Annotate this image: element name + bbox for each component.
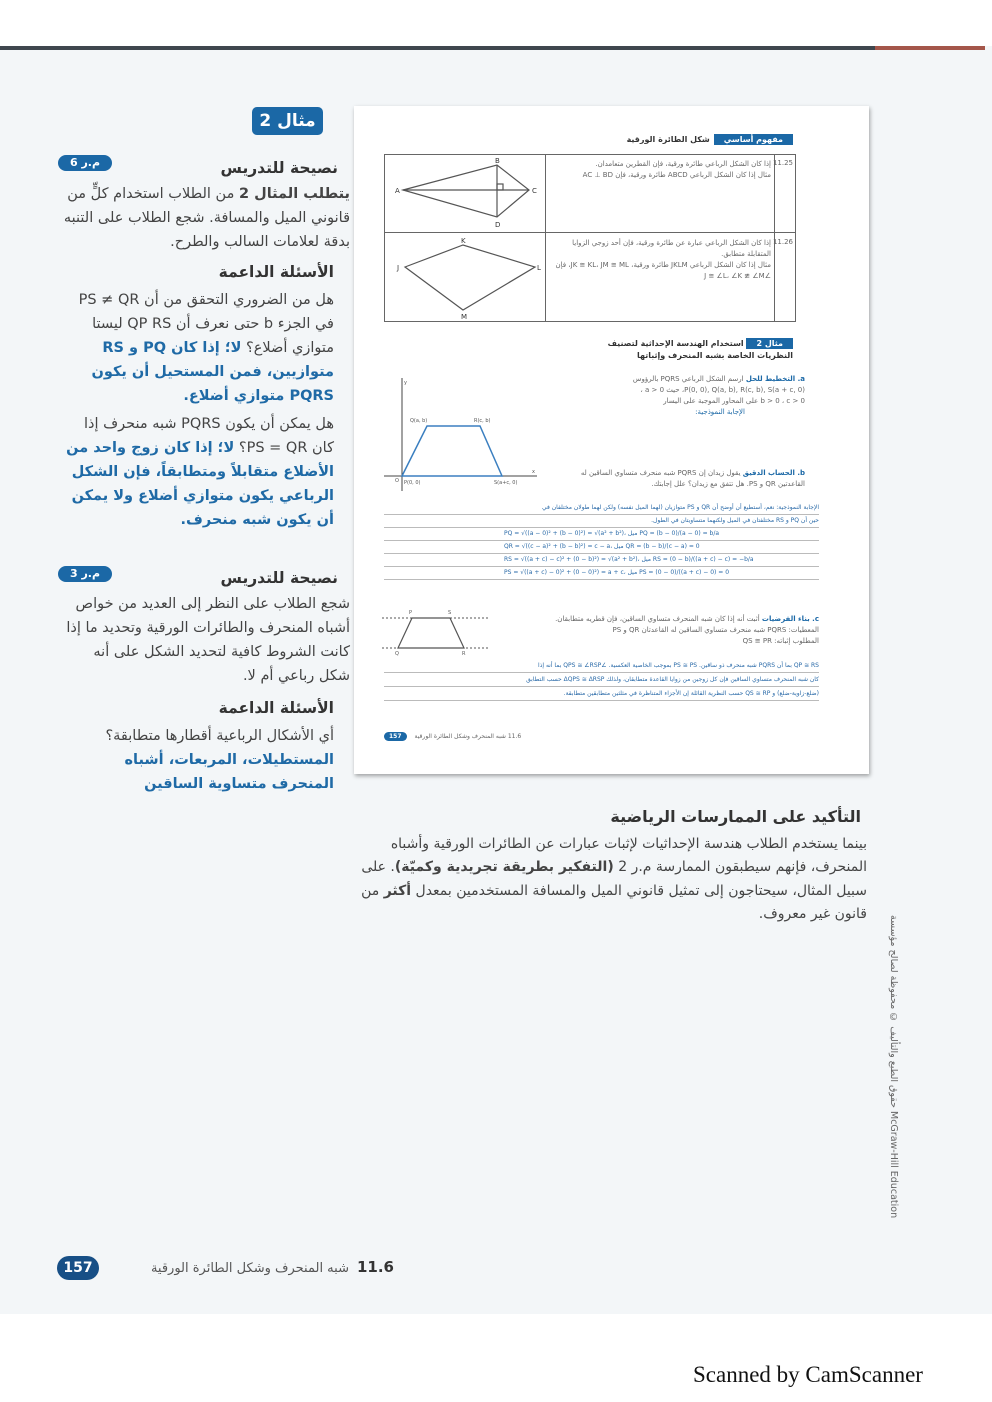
axis-label: x (532, 469, 535, 475)
part-b (555, 468, 805, 490)
lesson-footer (112, 1258, 394, 1276)
trapezoid-diagram (382, 606, 492, 656)
top-divider-accent (875, 46, 985, 50)
trapezoid-pqrs (402, 426, 502, 476)
answer: لا؛ إذا كان PQ و RS متوازيين، فمن المستحيل أن يكون PQRS متوازي أضلاع. (91, 340, 334, 404)
student-page-thumbnail (354, 106, 869, 774)
vertex-label: P (409, 610, 413, 616)
question: هل يمكن أن يكون PQRS شبه منحرف إذا كان PS = QR؟ (83, 416, 334, 456)
part-a (555, 374, 805, 418)
answer-line: (ضلع-زاوية-ضلع) و QS ≅ RP حسب النظرية القائلة إن الأجزاء المتناظرة في مثلثين متطابقين متطابقة. (384, 687, 819, 701)
part-label: b. الحساب الدقيق (742, 469, 805, 477)
theorem-number: 11.25 (772, 159, 793, 167)
vertex-label: C (532, 187, 537, 195)
example-subtitle: النظريات الخاصة بشبه المنحرف وإثباتها (636, 351, 793, 360)
practices-text: بينما يستخدم الطلاب هندسة الإحداثيات لإثبات عبارات عن الطائرات الورقية وأشباه المنحرف، فإنهم سيطبقون الممارسة م.ر 2 (390, 835, 867, 875)
lesson-title: 11.6 شبه المنحرف وشكل الطائرة الورقية (414, 733, 522, 740)
answer: المستطيلات، المربعات، أشباه المنحرف متساوية الساقين (124, 752, 334, 792)
theorem-example: مثال إذا كان الشكل الرباعي ABCD طائرة ورقية، فإن AC ⊥ BD (582, 171, 771, 179)
part-b-answer (384, 502, 819, 580)
equation: PS = √((a + c) − 0)² + (0 − 0)²) = a + c، ميل PS = (0 − 0)/((a + c) − 0) = 0 (384, 567, 819, 580)
tip-body: شجع الطلاب على النظر إلى العديد من خواص أشباه المنحرف والطائرات الورقية وتحديد ما إذا كانت الشروط كافية لتحديد الشكل على أنه شكل رباعي أم لا. (66, 596, 350, 684)
answer: لا؛ إذا كان زوج واحد من الأضلاع متقابلاً ومتطابقاً، فإن الشكل الرباعي يكون متوازي أضلاع ولا يمكن أن يكون شبه منحرف. (66, 440, 334, 528)
camscanner-watermark: Scanned by CamScanner (693, 1362, 923, 1387)
thumbnail-footer (384, 732, 521, 741)
axis-label: y (404, 380, 407, 386)
answer-line: الإجابة النموذجية: نعم، أستطيع أن أوضح أن QR و PS متوازيان (لهما الميل نفسه) ولكن لهما طولان مختلفان في (384, 502, 819, 515)
question: هل من الضروري التحقق من أن PS ≠ QR في الجزء b حتى نعرف أن QP RS ليستا متوازي أضلاع؟ (78, 292, 334, 356)
theorem-1 (551, 159, 771, 181)
practices-title: التأكيد على الممارسات الرياضية (610, 807, 861, 826)
equation: RS = √((a + c) − c)² + (0 − b)²) = √(a² + b²)، ميل RS = (0 − b)/((a + c) − c) = −b/a (384, 554, 819, 567)
concept-header (627, 134, 793, 145)
example-header (608, 338, 793, 362)
vertex-label: A (395, 187, 400, 195)
vertex-label: K (461, 237, 466, 245)
vertex-label: J (397, 264, 400, 272)
theorem-example: مثال إذا كان الشكل الرباعي JKLM طائرة ورقية، JK ≅ KL، JM ≅ ML، فإن ∠J ≅ ∠L، ∠K ≇ ∠M (555, 261, 771, 280)
equation: PQ = √((a − 0)² + (b − 0)²) = √(a² + b²)، ميل PQ = (b − 0)/(a − 0) = b/a (384, 528, 819, 541)
practices-text: . على سبيل المثال، سيحتاجون إلى تمثيل قانوني الميل والمسافة المستخدمين بمعدل (361, 859, 867, 899)
tip-title: نصيحة للتدريس (220, 159, 338, 177)
point-label: R(c, b) (474, 418, 491, 424)
support-title: الأسئلة الداعمة (218, 699, 334, 717)
equation: QR = √((c − a)² + (b − b)²) = c − a، ميل QR = (b − b)/(c − a) = 0 (384, 541, 819, 554)
coordinate-graph (382, 376, 542, 496)
teaching-tip-2 (58, 566, 350, 796)
theorem-text: إذا كان الشكل الرباعي عبارة عن طائرة ورقية، فإن أحد زوجي الزوايا المتقابلة متطابق. (572, 239, 771, 258)
vertex-label: D (495, 221, 501, 229)
answer-line: حين أن PQ و RS مختلفتان في الميل ولكنهما متساويتان في الطول. (384, 515, 819, 528)
answer-line: كان شبه المنحرف متساوي الساقين فإن كل زوجين من زوايا القاعدة متطابقان، ولذلك ΔQPS ≅ ΔRSP حسب التطابق (384, 673, 819, 687)
lesson-number: 11.6 (356, 1258, 394, 1276)
practices-emphasis: أكثر (383, 882, 412, 899)
origin-label: O (395, 478, 399, 484)
vertex-label: L (537, 264, 541, 272)
vertex-label: R (462, 651, 466, 656)
part-text: ارسم الشكل الرباعي PQRS بالرؤوس (632, 375, 744, 383)
part-text: يقول زيدان إن PQRS شبه منحرف متساوي الساقين له القاعدتين QR و PS. هل تتفق مع زيدان؟ علل إجابتك. (580, 469, 805, 488)
theorem-2 (551, 238, 771, 282)
practices-emphasis: (التفكير بطريقة تجريدية وكميّة) (394, 859, 614, 875)
part-label: c. بناء الفرضيات (761, 615, 819, 623)
part-label: a. التخطيط للحل (745, 375, 805, 383)
tip-lead: يتطلب المثال 2 (238, 186, 350, 202)
part-text: أثبت أنه إذا كان شبه المنحرف متساوي الساقين، فإن قطريه متطابقان. (555, 615, 760, 623)
copyright-credit: حقوق الطبع والتأليف © محفوظة لصالح مؤسسة McGraw-Hill Education (888, 915, 899, 1219)
prove: المطلوب إثباته: QS ≅ PR (742, 637, 819, 645)
concept-title: شكل الطائرة الورقية (626, 135, 710, 144)
part-c-answer (384, 659, 819, 701)
support-title: الأسئلة الداعمة (218, 263, 334, 281)
vertex-label: Q (395, 651, 399, 656)
coordinates: P(0, 0), Q(a, b), R(c, b), S(a + c, 0)، حيث a > 0 ، (640, 386, 805, 394)
vertex-label: M (461, 313, 468, 321)
conditions: b > 0 ، c > 0 على المحاور الموجبة على اليسار (663, 397, 805, 405)
answer-line: QP ≅ RS بما أن PQRS شبه منحرف ذو ساقين. PS ≅ PS بموجب الخاصية العكسية. ∠QPS ≅ ∠RSP بما أنه إذا (384, 659, 819, 673)
point-label: S(a+c, 0) (494, 480, 518, 486)
part-c (519, 614, 819, 647)
tip-body: من الطلاب استخدام كلٍّ من قانوني الميل والمسافة. شجع الطلاب على التنبه بدقة لعلامات السالب والطرح. (63, 186, 350, 250)
practice-badge: م.ر 3 (58, 566, 112, 582)
question: أي الأشكال الرباعية أقطارها متطابقة؟ (105, 728, 334, 744)
theorem-number: 11.26 (772, 238, 793, 246)
concept-badge: مفهوم أساسي (714, 134, 793, 145)
page-number: 157 (384, 732, 407, 741)
given: المعطيات: PQRS شبه منحرف متساوي الساقين له القاعدتان QR و PS (612, 626, 819, 634)
example-title: استخدام الهندسة الإحداثية لتصنيف (607, 339, 744, 348)
practices-text: من قانون غير معروف. (361, 882, 867, 922)
page-number-badge: 157 (57, 1256, 99, 1280)
top-divider (0, 46, 875, 50)
vertex-label: S (448, 610, 452, 616)
lesson-title: شبه المنحرف وشكل الطائرة الورقية (150, 1261, 349, 1276)
kite-diagrams (385, 155, 545, 323)
model-answer: الإجابة النموذجية: (695, 408, 745, 416)
practice-badge: م.ر 6 (58, 155, 112, 171)
vertex-label: B (495, 157, 500, 165)
example-badge-small: مثال 2 (746, 338, 793, 349)
teaching-tip-1 (58, 156, 350, 532)
point-label: Q(a, b) (410, 418, 428, 424)
math-practices (347, 805, 867, 927)
example-badge: مثال 2 (252, 107, 323, 135)
theorem-table (384, 154, 796, 322)
theorem-text: إذا كان الشكل الرباعي طائرة ورقية، فإن القطرين متعامدان. (595, 160, 771, 168)
tip-title: نصيحة للتدريس (220, 569, 338, 587)
point-label: P(0, 0) (404, 480, 421, 486)
